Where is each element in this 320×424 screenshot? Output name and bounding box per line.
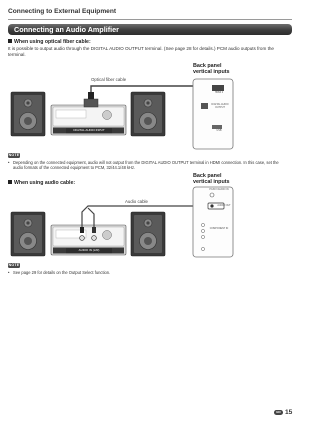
rca-plug-icon <box>92 227 96 233</box>
page-number: 15 <box>285 409 293 416</box>
back-panel-audio <box>193 187 233 257</box>
note-badge: NOTE <box>8 153 20 157</box>
bullet-icon: • <box>8 270 10 275</box>
port-label: HDMI 2 <box>214 91 224 94</box>
port-label: AUDIO OUT <box>217 204 231 207</box>
back-panel-line1: Back panel <box>193 173 222 179</box>
optical-description: It is possible to output audio through the DIGITAL AUDIO OUTPUT terminal. (See page 28 for details.) PCM audio outputs from the terminal. <box>8 46 274 57</box>
audio-cable-label: Audio cable <box>125 199 148 204</box>
back-panel-line2: vertical inputs <box>193 179 230 186</box>
optical-note-text: Depending on the connected equipment, audio will not output from the DIGITAL AUDIO OUTPUT terminal in HDMI connection. In this case, set the audio formats of the connected equipment to PCM, 32/44.1/48 kHz. <box>13 160 279 171</box>
chapter-title: Connecting to External Equipment <box>8 8 117 15</box>
port-label: DIGITAL AUDIO OUTPUT <box>211 103 229 109</box>
optical-heading-text: When using optical fiber cable: <box>14 39 91 45</box>
note-badge: NOTE <box>8 263 20 267</box>
right-speaker-icon <box>131 212 165 256</box>
audio-in-port-icon <box>210 193 214 197</box>
port-label: USB <box>216 129 222 132</box>
rca-plug-icon <box>80 227 84 233</box>
optical-cable-label: Optical fiber cable <box>91 77 127 82</box>
audio-amp-label: AUDIO IN (L/R) <box>78 248 100 252</box>
bullet-icon: • <box>8 160 10 165</box>
audio-heading-text: When using audio cable: <box>14 180 76 186</box>
port-label: PC/DVI AUDIO IN <box>209 188 229 191</box>
section-title: Connecting an Audio Amplifier <box>14 25 119 35</box>
optical-amp-label: DIGITAL AUDIO INPUT <box>73 128 105 132</box>
audio-note-text: See page 29 for details on the Output Select function. <box>13 270 111 275</box>
left-speaker-icon <box>11 212 45 256</box>
port-label: COMPONENT IN <box>209 227 229 230</box>
back-panel-line1: Back panel <box>193 63 222 69</box>
back-panel-line2: vertical inputs <box>193 69 230 76</box>
language-badge: EN <box>274 410 283 415</box>
